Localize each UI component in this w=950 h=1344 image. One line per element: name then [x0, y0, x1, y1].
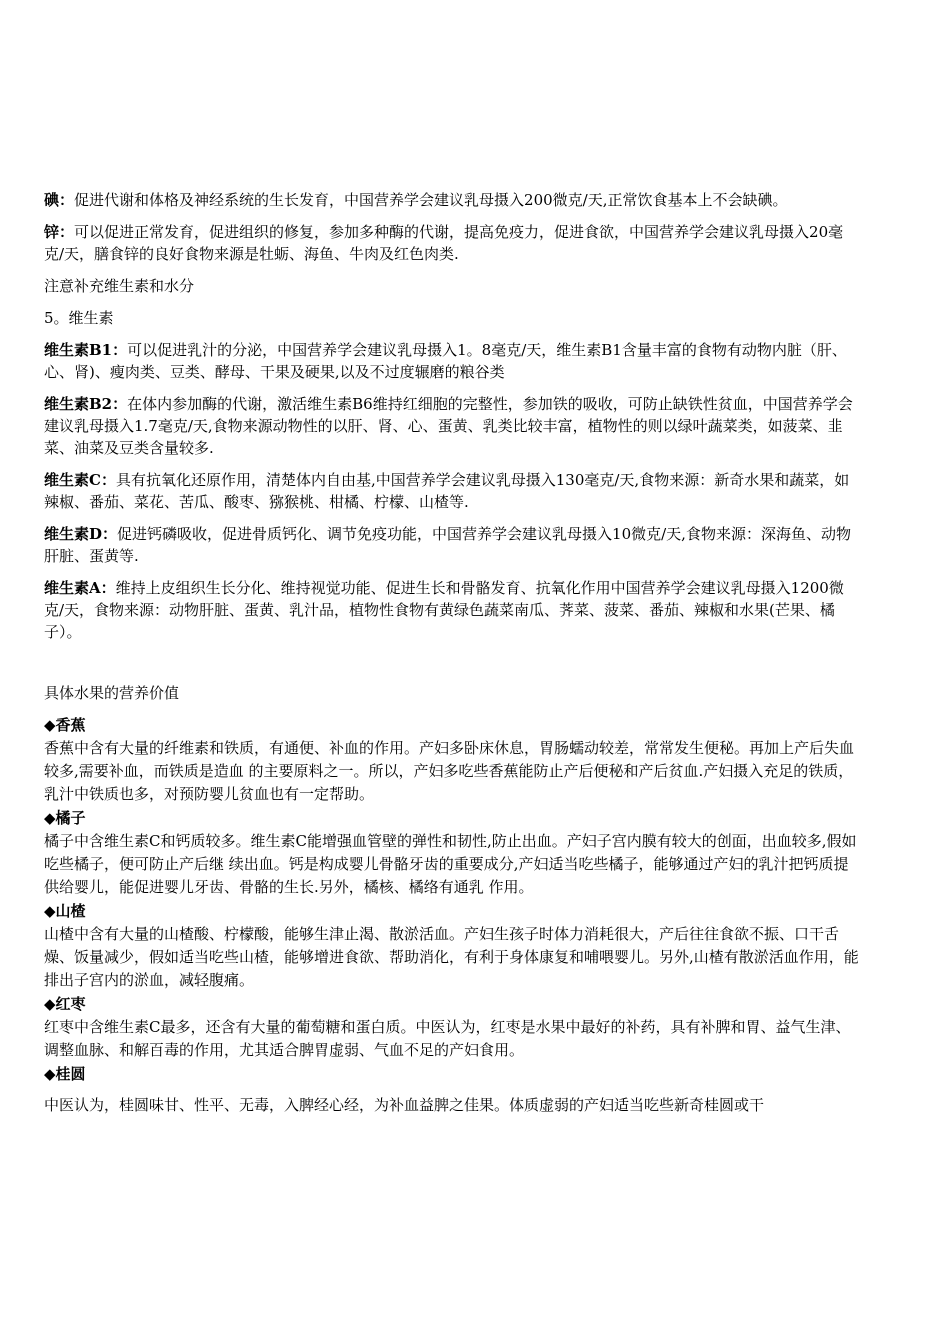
vitamin-c [44, 469, 862, 513]
document-page [44, 189, 862, 1118]
fruit-name: ◆山楂 [44, 902, 86, 920]
note-line: 注意补充维生素和水分 [44, 277, 195, 295]
term-separator: ： [112, 341, 128, 359]
fruit-name: ◆香蕉 [44, 716, 86, 734]
term-separator: ： [112, 395, 128, 413]
term-label: 维生素D [44, 525, 103, 543]
term-text: 具有抗氧化还原作用，清楚体内自由基,中国营养学会建议乳母摄入130毫克/天,食物来源：新奇水果和蔬菜，如辣椒、番茄、菜花、苦瓜、酸枣、猕猴桃、柑橘、柠檬、山楂等. [44, 471, 850, 511]
fruit-name: ◆橘子 [44, 809, 86, 827]
term-separator: ： [100, 471, 116, 489]
term-text: 可以促进乳汁的分泌，中国营养学会建议乳母摄入1。8毫克/天，维生素B1含量丰富的食物有动物内脏（肝、心、肾)、瘦肉类、豆类、酵母、干果及硬果,以及不过度辗磨的粮谷类 [44, 341, 847, 381]
term-label: 碘 [44, 191, 60, 209]
fruit-banana [44, 714, 862, 806]
vitamin-d [44, 523, 862, 567]
term-text: 维持上皮组织生长分化、维持视觉功能、促进生长和骨骼发育、抗氧化作用中国营养学会建议乳母摄入1200微克/天，食物来源：动物肝脏、蛋黄、乳汁品，植物性食物有黄绿色蔬菜南瓜、荠菜、菠菜、番茄、辣椒和水果(芒果、橘子）。 [44, 579, 844, 641]
term-text: 促进代谢和体格及神经系统的生长发育，中国营养学会建议乳母摄入200微克/天,正常饮食基本上不会缺碘。 [74, 191, 788, 209]
term-text: 促进钙磷吸收，促进骨质钙化、调节免疫功能，中国营养学会建议乳母摄入10微克/天,食物来源：深海鱼、动物肝脏、蛋黄等. [44, 525, 851, 565]
section-vitamin-heading: 5。维生素 [44, 309, 114, 327]
term-text: 在体内参加酶的代谢，激活维生素B6维持红细胞的完整性，参加铁的吸收，可防止缺铁性贫血，中国营养学会建议乳母摄入1.7毫克/天,食物来源动物性的以肝、肾、心、蛋黄、乳类比较丰富，植物性的则以绿叶蔬菜类，如菠菜、韭菜、油菜及豆类含量较多. [44, 395, 853, 457]
fruit-name: ◆桂圆 [44, 1065, 86, 1083]
term-separator: ： [59, 191, 75, 209]
mineral-iodine [44, 189, 862, 211]
fruit-text: 橘子中含维生素C和钙质较多。维生素C能增强血管壁的弹性和韧性,防止出血。产妇子宫内膜有较大的创面，出血较多,假如吃些橘子，便可防止产后继 续出血。钙是构成婴儿骨骼牙齿的重要成分,产妇适当吃些橘子，能够通过产妇的乳汁把钙质提供给婴儿，能促进婴儿牙齿、骨骼的生长.另外，橘核、橘络有通乳 作用。 [44, 832, 857, 896]
mineral-zinc [44, 221, 862, 265]
term-separator: ： [102, 525, 118, 543]
term-separator: ： [59, 223, 75, 241]
term-label: 锌 [44, 223, 60, 241]
section-spacer [44, 653, 862, 682]
vitamin-a [44, 577, 862, 643]
term-separator: ： [100, 579, 116, 597]
fruit-name: ◆红枣 [44, 995, 86, 1013]
term-label: 维生素B2 [44, 395, 113, 413]
fruit-section-title: 具体水果的营养价值 [44, 684, 180, 702]
fruit-text: 香蕉中含有大量的纤维素和铁质，有通便、补血的作用。产妇多卧床休息，胃肠蠕动较差，常常发生便秘。再加上产后失血较多,需要补血，而铁质是造血 的主要原料之一。所以，产妇多吃些香蕉能防止产后便秘和产后贫血.产妇摄入充足的铁质，乳汁中铁质也多，对预防婴儿贫血也有一定帮助。 [44, 739, 855, 803]
fruit-text: 红枣中含维生素C最多，还含有大量的葡萄糖和蛋白质。中医认为，红枣是水果中最好的补药，具有补脾和胃、益气生津、调整血脉、和解百毒的作用，尤其适合脾胃虚弱、气血不足的产妇食用。 [44, 1018, 851, 1059]
fruit-text: 山楂中含有大量的山楂酸、柠檬酸，能够生津止渴、散淤活血。产妇生孩子时体力消耗很大，产后往往食欲不振、口干舌燥、饭量减少，假如适当吃些山楂，能够增进食欲、帮助消化，有利于身体康复和哺喂婴儿。另外,山楂有散淤活血作用，能排出子宫内的淤血，减轻腹痛。 [44, 925, 859, 989]
term-label: 维生素B1 [44, 341, 113, 359]
fruit-longan [44, 1063, 862, 1117]
fruit-text: 中医认为，桂圆味甘、性平、无毒，入脾经心经，为补血益脾之佳果。体质虚弱的产妇适当吃些新奇桂圆或干 [44, 1096, 765, 1114]
fruit-orange [44, 807, 862, 899]
term-label: 维生素A [44, 579, 101, 597]
term-text: 可以促进正常发育，促进组织的修复，参加多种酶的代谢，提高免疫力，促进食欲，中国营养学会建议乳母摄入20毫克/天，膳食锌的良好食物来源是牡蛎、海鱼、牛肉及红色肉类. [44, 223, 844, 263]
vitamin-b1 [44, 339, 862, 383]
fruit-hawthorn [44, 900, 862, 992]
vitamin-b2 [44, 393, 862, 459]
fruit-jujube [44, 993, 862, 1062]
term-label: 维生素C [44, 471, 101, 489]
